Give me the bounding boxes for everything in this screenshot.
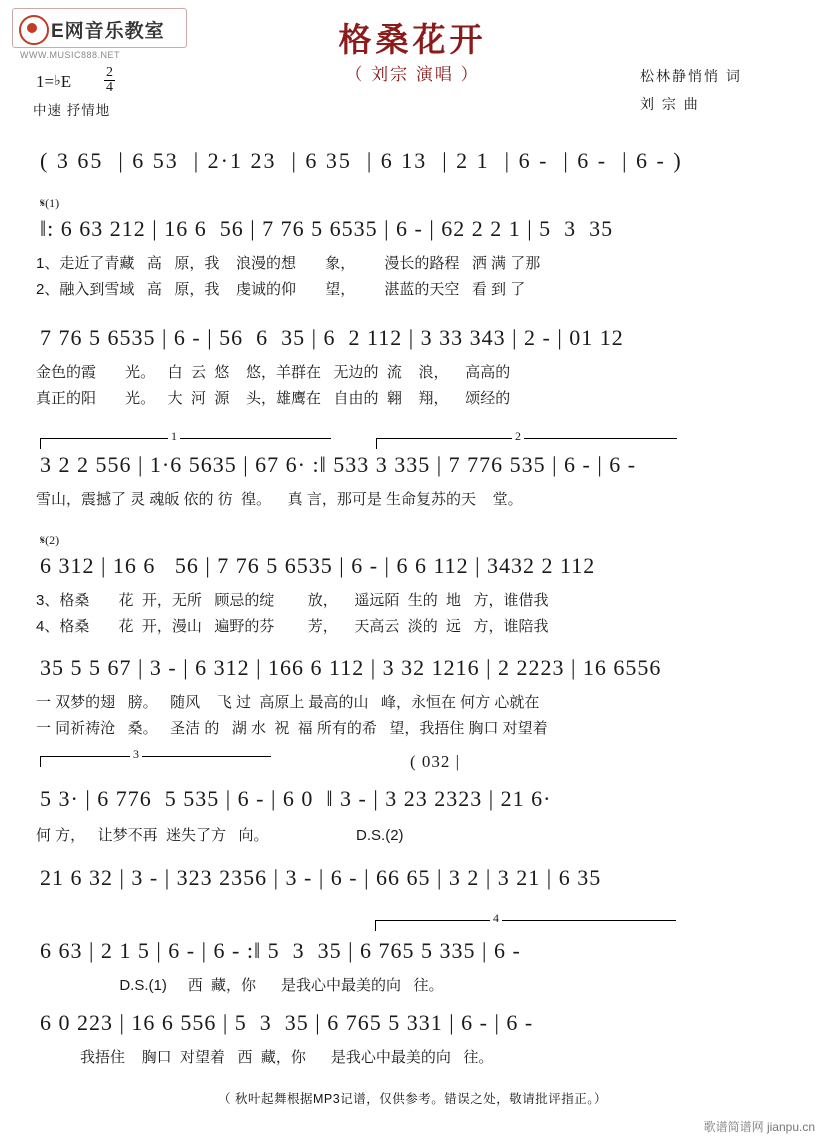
line3-lyrics: 雪山，震撼了 灵 魂皈 依的 彷 徨。 真 言，那可是 生命复苏的天 堂。: [36, 491, 523, 508]
ending-number-3: 3: [130, 747, 142, 762]
time-signature: [104, 66, 115, 95]
intro-notes: ( 3 65 | 6 53 | 2·1 23 | 6 35 | 6 13 | 2 1 | 6 - | 6 - | 6 - ): [40, 148, 683, 173]
line2-lyrics-verse2: 真正的阳 光。 大 河 源 头，雄鹰在 自由的 翱 翔， 颂经的: [36, 390, 511, 407]
ending-number-2: 2: [512, 429, 524, 444]
composer-credit: 刘 宗 曲: [640, 96, 700, 112]
ending-bracket-1: [40, 438, 331, 449]
line5-lyrics-verse3: 一 双梦的翅 膀。 随风 飞 过 高原上 最高的山 峰，永恒在 何方 心就在: [36, 694, 540, 711]
ending-number-4: 4: [490, 911, 502, 926]
logo-subtext: WWW.MUSIC888.NET: [20, 50, 121, 60]
line4-lyrics-verse4: 4、格桑 花 开，漫山 遍野的芬 芳， 天高云 淡的 远 方，谁陪我: [36, 618, 549, 635]
tempo-marking: 中速 抒情地: [33, 103, 111, 118]
line2-notes: 7 76 5 6535 | 6 - | 56 6 35 | 6 2 112 | 3 33 343 | 2 - | 01 12: [40, 325, 624, 350]
line9-notes: 6 0 223 | 16 6 556 | 5 3 35 | 6 765 5 331 | 6 - | 6 -: [40, 1010, 534, 1035]
line6-notes: 5 3· | 6 776 5 535 | 6 - | 6 0 ‖ 3 - | 3 23 2323 | 21 6·: [40, 786, 552, 811]
segno-mark-2: 𝄋(2): [40, 533, 60, 547]
line8-notes: 6 63 | 2 1 5 | 6 - | 6 - :‖ 5 3 35 | 6 765 5 335 | 6 -: [40, 938, 521, 963]
ending-bracket-3: [40, 756, 271, 767]
meter-numerator: 2: [106, 65, 113, 80]
key-label: 1=: [36, 72, 55, 91]
site-watermark: 歌谱简谱网 jianpu.cn: [703, 1120, 815, 1134]
line4-lyrics-verse3: 3、格桑 花 开，无所 顾忌的绽 放， 遥远陌 生的 地 方，谁借我: [36, 592, 549, 609]
lyricist-credit: 松林静悄悄 词: [640, 68, 742, 84]
line1-lyrics-verse1: 1、走近了青藏 高 原，我 浪漫的想 象， 漫长的路程 洒 满 了那: [36, 255, 541, 272]
line5-notes: 35 5 5 67 | 3 - | 6 312 | 166 6 112 | 3 32 1216 | 2 2223 | 16 6556: [40, 655, 662, 680]
line5-lyrics-verse4: 一 同祈祷沧 桑。 圣洁 的 湖 水 祝 福 所有的希 望，我捂住 胸口 对望着: [36, 720, 548, 737]
key-letter: E: [60, 72, 72, 91]
ending-bracket-4: [375, 920, 676, 931]
transcription-note: （ 秋叶起舞根据MP3记谱，仅供参考。错误之处，敬请批评指正。）: [218, 1092, 607, 1106]
line9-lyrics: 我捂住 胸口 对望着 西 藏，你 是我心中最美的向 往。: [80, 1049, 494, 1066]
line1-notes: ‖: 6 63 212 | 16 6 56 | 7 76 5 6535 | 6 - | 62 2 2 1 | 5 3 35: [40, 216, 614, 241]
line2-lyrics-verse1: 金色的霞 光。 白 云 悠 悠，羊群在 无边的 流 浪， 高高的: [36, 364, 511, 381]
line1-lyrics-verse2: 2、融入到雪域 高 原，我 虔诚的仰 望， 湛蓝的天空 看 到 了: [36, 281, 526, 298]
logo-text: E网音乐教室: [51, 21, 165, 42]
line6-bracketed-notes: ( 032 |: [410, 752, 461, 771]
line6-lyrics: 何 方， 让梦不再 迷失了方 向。 D.S.(2): [36, 827, 404, 844]
meter-denominator: 4: [106, 80, 113, 95]
key-accidental: ♭: [54, 74, 61, 89]
segno-mark-1: 𝄋(1): [40, 196, 60, 210]
line4-notes: 6 312 | 16 6 56 | 7 76 5 6535 | 6 - | 6 6 112 | 3432 2 112: [40, 553, 596, 578]
line3-notes: 3 2 2 556 | 1·6 5635 | 67 6· :‖ 533 3 335 | 7 776 535 | 6 - | 6 -: [40, 452, 637, 477]
key-signature: [36, 72, 71, 92]
singer-line: （ 刘宗 演唱 ）: [345, 65, 480, 84]
line8-lyrics: D.S.(1) 西 藏，你 是我心中最美的向 往。: [36, 977, 444, 994]
ending-number-1: 1: [168, 429, 180, 444]
line7-notes: 21 6 32 | 3 - | 323 2356 | 3 - | 6 - | 66 65 | 3 2 | 3 21 | 6 35: [40, 865, 602, 890]
ending-bracket-2: [376, 438, 677, 449]
page-title: 格桑花开: [338, 21, 487, 58]
